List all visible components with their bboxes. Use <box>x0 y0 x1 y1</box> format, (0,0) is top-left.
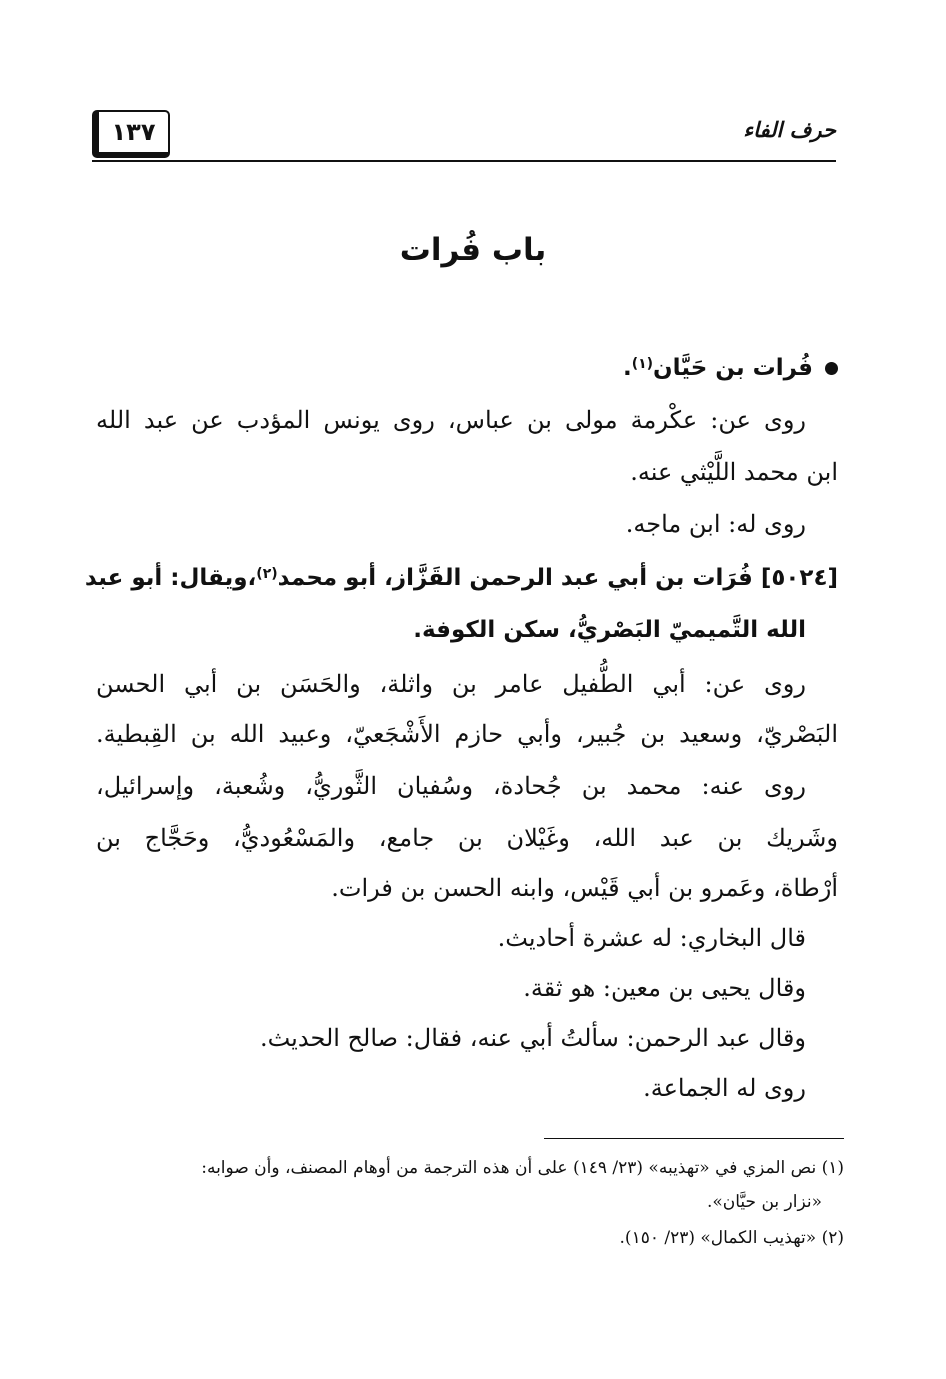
header-rule <box>92 160 836 162</box>
bullet-icon <box>825 362 838 375</box>
entry1-line: روى له: ابن ماجه. <box>625 510 806 538</box>
entry2-line: أرْطاة، وعَمرو بن أبي قَيْس، وابنه الحسن بن فرات. <box>331 874 838 902</box>
chapter-title: باب فُرات <box>399 232 547 268</box>
entry2-line: وشَريك بن عبد الله، وغَيْلان بن جامع، والمَسْعُوديُّ، وحَجَّاج بن <box>96 824 838 852</box>
entry2-line: قال البخاري: له عشرة أحاديث. <box>497 924 806 952</box>
entry2-line: روى عن: أبي الطُّفيل عامر بن واثلة، والحَسَن بن أبي الحسن <box>96 670 806 698</box>
running-head: حرف الفاء <box>743 118 836 142</box>
entry1-line: ابن محمد اللَّيْثي عنه. <box>630 458 838 486</box>
footnote-2: (٢) «تهذيب الكمال» (٢٣/ ١٥٠). <box>619 1228 844 1248</box>
entry1-name: فُرات بن حَيَّان <box>653 355 813 381</box>
entry1-line: روى عن: عكْرمة مولى بن عباس، روى يونس المؤدب عن عبد الله <box>96 406 806 434</box>
footnote-ref-1: (١) <box>631 356 654 372</box>
entry-number: [٥٠٢٤] <box>760 565 838 591</box>
entry2-line: روى عنه: محمد بن جُحادة، وسُفيان الثَّوريُّ، وشُعبة، وإسرائيل، <box>96 772 806 800</box>
entry2-heading-line2: الله التَّميميّ البَصْريُّ، سكن الكوفة. <box>413 617 806 643</box>
entry2-line: وقال عبد الرحمن: سألتُ أبي عنه، فقال: صالح الحديث. <box>259 1024 806 1052</box>
footnote-1-continued: «نزار بن حيَّان». <box>706 1192 822 1212</box>
footnote-rule <box>544 1138 844 1139</box>
page-number: ١٣٧ <box>92 110 170 158</box>
footnote-1: (١) نص المزي في «تهذيبه» (٢٣/ ١٤٩) على أن هذه الترجمة من أوهام المصنف، وأن صوابه: <box>201 1158 844 1178</box>
entry1-heading: فُرات بن حَيَّان$^{(١)}$. <box>96 348 838 388</box>
entry2-line: وقال يحيى بن معين: هو ثقة. <box>523 974 806 1002</box>
entry2-line: البَصْريّ، وسعيد بن جُبير، وأبي حازم الأَشْجَعيّ، وعبيد الله بن القِبطية. <box>96 720 838 748</box>
footnote-ref-2: (٢) <box>256 566 278 582</box>
entry2-heading: [٥٠٢٤] فُرَات بن أبي عبد الرحمن القَزَّاز، أبو محمد$^{(٢)}$،ويقال: أبو عبد <box>84 565 838 591</box>
entry2-line: روى له الجماعة. <box>643 1074 806 1102</box>
